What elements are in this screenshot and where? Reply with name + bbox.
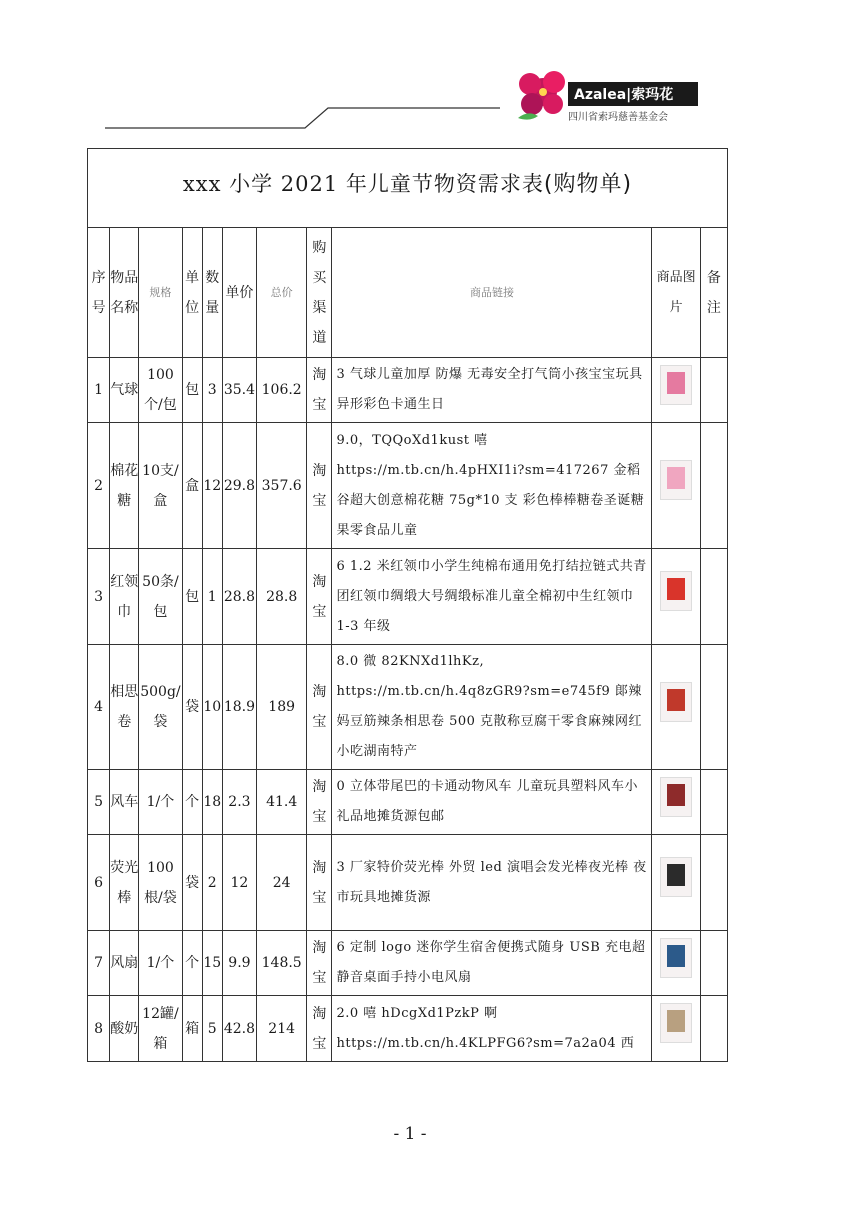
cell-link: 3 厂家特价荧光棒 外贸 led 演唱会发光棒夜光棒 夜市玩具地摊货源 (332, 835, 652, 931)
cell-note (700, 549, 727, 645)
cell-spec: 100个/包 (139, 358, 182, 423)
cell-name: 酸奶 (110, 996, 139, 1062)
page-number: - 1 - (393, 1124, 427, 1144)
cell-note (700, 835, 727, 931)
cell-image (652, 770, 700, 835)
header-total: 总价 (257, 228, 307, 358)
cell-note (700, 931, 727, 996)
product-thumbnail (660, 365, 692, 405)
cell-spec: 100根/袋 (139, 835, 182, 931)
cell-note (700, 423, 727, 549)
cell-name: 相思卷 (110, 645, 139, 770)
cell-unit: 包 (182, 358, 202, 423)
title-box (87, 148, 728, 228)
cell-spec: 12罐/箱 (139, 996, 182, 1062)
cell-no: 6 (88, 835, 110, 931)
cell-total: 148.5 (257, 931, 307, 996)
cell-price: 35.4 (222, 358, 256, 423)
table-row (88, 645, 728, 770)
cell-spec: 10支/盒 (139, 423, 182, 549)
cell-link: 9.0，TQQoXd1kust 嘻 https://m.tb.cn/h.4pHXI1i?sm=417267 金稻谷超大创意棉花糖 75g*10 支 彩色棒棒糖卷圣诞糖果零食品儿童 (332, 423, 652, 549)
cell-channel: 淘宝 (307, 996, 332, 1062)
cell-note (700, 996, 727, 1062)
cell-image (652, 645, 700, 770)
title-main: xxx 小学 2021 年儿童节物资需求表 (182, 172, 544, 196)
cell-image (652, 423, 700, 549)
cell-unit: 箱 (182, 996, 202, 1062)
cell-qty: 10 (202, 645, 222, 770)
cell-channel: 淘宝 (307, 931, 332, 996)
cell-total: 24 (257, 835, 307, 931)
product-thumbnail (660, 682, 692, 722)
cell-no: 4 (88, 645, 110, 770)
cell-price: 42.8 (222, 996, 256, 1062)
cell-total: 189 (257, 645, 307, 770)
cell-no: 3 (88, 549, 110, 645)
cell-total: 357.6 (257, 423, 307, 549)
cell-channel: 淘宝 (307, 645, 332, 770)
table-row (88, 423, 728, 549)
header-decoration-line (0, 0, 860, 150)
cell-no: 2 (88, 423, 110, 549)
cell-image (652, 549, 700, 645)
cell-image (652, 358, 700, 423)
cell-link: 2.0 嘻 hDcgXd1PzkP 啊 https://m.tb.cn/h.4KLPFG6?sm=7a2a04 西 (332, 996, 652, 1062)
header-note: 备注 (700, 228, 727, 358)
cell-unit: 袋 (182, 835, 202, 931)
cell-name: 气球 (110, 358, 139, 423)
cell-image (652, 931, 700, 996)
header-link: 商品链接 (332, 228, 652, 358)
cell-unit: 个 (182, 770, 202, 835)
product-thumbnail (660, 857, 692, 897)
cell-no: 8 (88, 996, 110, 1062)
cell-no: 5 (88, 770, 110, 835)
table-row (88, 549, 728, 645)
cell-note (700, 770, 727, 835)
header-price: 单价 (222, 228, 256, 358)
cell-total: 106.2 (257, 358, 307, 423)
cell-price: 28.8 (222, 549, 256, 645)
cell-price: 18.9 (222, 645, 256, 770)
cell-unit: 袋 (182, 645, 202, 770)
cell-note (700, 358, 727, 423)
header-image: 商品图片 (652, 228, 700, 358)
product-thumbnail (660, 1003, 692, 1043)
cell-price: 2.3 (222, 770, 256, 835)
header-name: 物品名称 (110, 228, 139, 358)
cell-name: 风扇 (110, 931, 139, 996)
cell-link: 8.0 微 82KNXd1lhKz, https://m.tb.cn/h.4q8zGR9?sm=e745f9 郞辣妈豆筋辣条相思卷 500 克散称豆腐干零食麻辣网红小吃湖南特产 (332, 645, 652, 770)
cell-note (700, 645, 727, 770)
header-qty: 数量 (202, 228, 222, 358)
cell-qty: 18 (202, 770, 222, 835)
cell-price: 12 (222, 835, 256, 931)
requirements-table (87, 227, 728, 1062)
product-thumbnail (660, 460, 692, 500)
header-spec: 规格 (139, 228, 182, 358)
cell-image (652, 996, 700, 1062)
cell-price: 29.8 (222, 423, 256, 549)
cell-link: 0 立体带尾巴的卡通动物风车 儿童玩具塑料风车小礼品地摊货源包邮 (332, 770, 652, 835)
logo-brand-text: Azalea|索玛花 (574, 87, 674, 103)
cell-unit: 包 (182, 549, 202, 645)
table-body (88, 358, 728, 1062)
header-no: 序号 (88, 228, 110, 358)
cell-spec: 1/个 (139, 931, 182, 996)
table-row (88, 931, 728, 996)
header-channel: 购买渠道 (307, 228, 332, 358)
cell-channel: 淘宝 (307, 549, 332, 645)
cell-no: 7 (88, 931, 110, 996)
foundation-logo (508, 60, 708, 130)
cell-total: 28.8 (257, 549, 307, 645)
cell-name: 棉花糖 (110, 423, 139, 549)
cell-link: 6 定制 logo 迷你学生宿舍便携式随身 USB 充电超静音桌面手持小电风扇 (332, 931, 652, 996)
cell-name: 荧光棒 (110, 835, 139, 931)
table-row (88, 770, 728, 835)
cell-channel: 淘宝 (307, 358, 332, 423)
table-row (88, 358, 728, 423)
cell-name: 风车 (110, 770, 139, 835)
document-title (88, 167, 727, 198)
table-row (88, 996, 728, 1062)
cell-no: 1 (88, 358, 110, 423)
cell-unit: 个 (182, 931, 202, 996)
cell-channel: 淘宝 (307, 423, 332, 549)
cell-spec: 1/个 (139, 770, 182, 835)
cell-spec: 500g/袋 (139, 645, 182, 770)
cell-image (652, 835, 700, 931)
cell-qty: 5 (202, 996, 222, 1062)
cell-qty: 12 (202, 423, 222, 549)
cell-unit: 盒 (182, 423, 202, 549)
cell-name: 红领巾 (110, 549, 139, 645)
cell-channel: 淘宝 (307, 770, 332, 835)
product-thumbnail (660, 571, 692, 611)
cell-spec: 50条/包 (139, 549, 182, 645)
cell-channel: 淘宝 (307, 835, 332, 931)
cell-price: 9.9 (222, 931, 256, 996)
cell-total: 214 (257, 996, 307, 1062)
cell-qty: 3 (202, 358, 222, 423)
product-thumbnail (660, 777, 692, 817)
cell-link: 3 气球儿童加厚 防爆 无毒安全打气筒小孩宝宝玩具异形彩色卡通生日 (332, 358, 652, 423)
table-header-row (88, 228, 728, 358)
cell-total: 41.4 (257, 770, 307, 835)
handwritten-annotation: (购物单) (543, 172, 633, 197)
header-unit: 单位 (182, 228, 202, 358)
cell-link: 6 1.2 米红领巾小学生纯棉布通用免打结拉链式共青团红领巾绸缎大号绸缎标准儿童全棉初中生红领巾 1-3 年级 (332, 549, 652, 645)
cell-qty: 15 (202, 931, 222, 996)
table-row (88, 835, 728, 931)
cell-qty: 2 (202, 835, 222, 931)
cell-qty: 1 (202, 549, 222, 645)
logo-org-name: 四川省索玛慈善基金会 (568, 112, 668, 123)
product-thumbnail (660, 938, 692, 978)
